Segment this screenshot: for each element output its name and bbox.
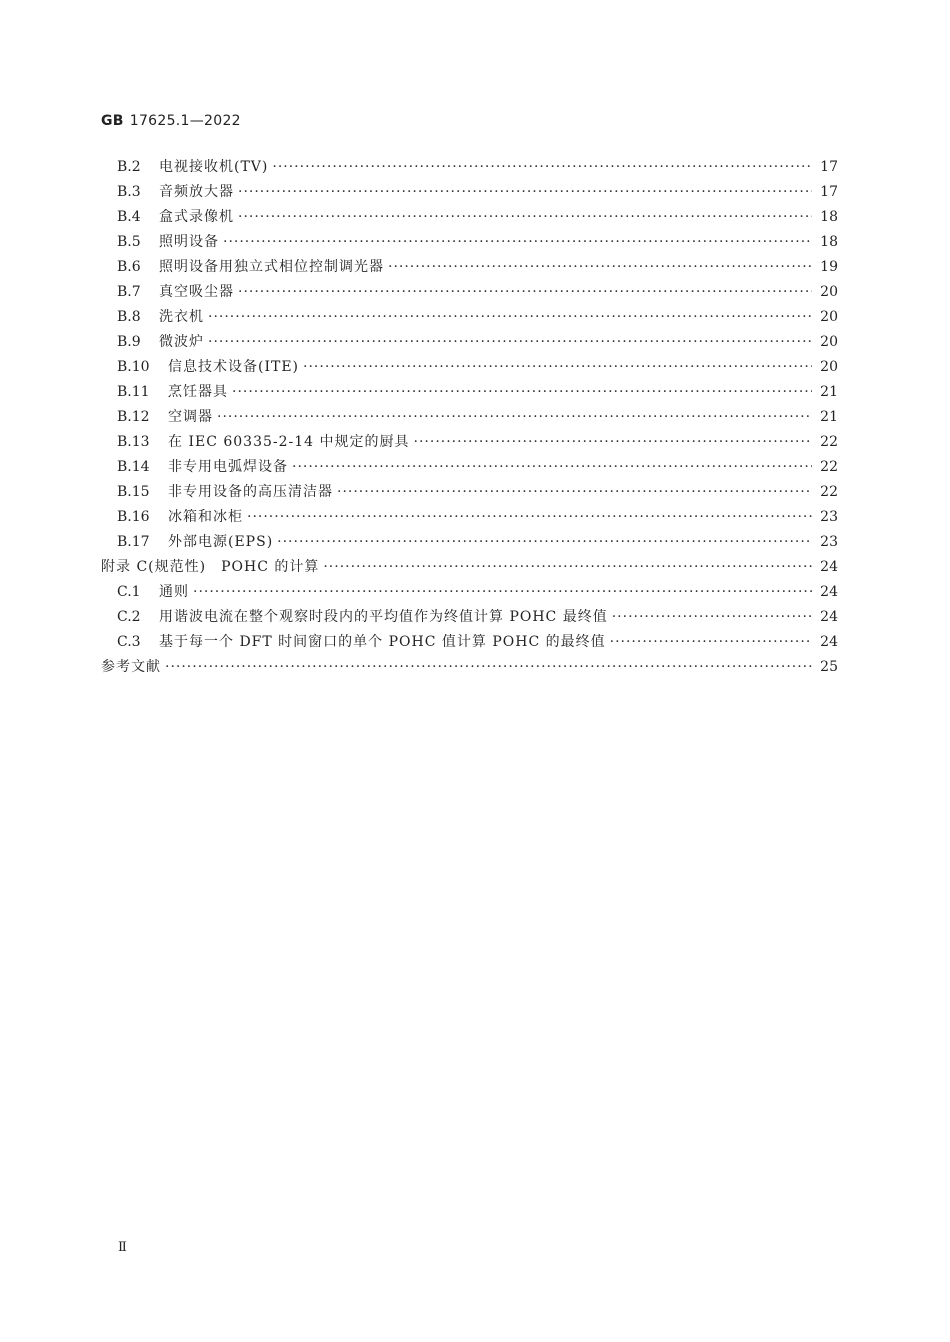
dot-leader: [388, 259, 812, 275]
toc-page: 21: [820, 384, 838, 400]
toc-title: 用谐波电流在整个观察时段内的平均值作为终值计算 POHC 最终值: [159, 609, 608, 625]
toc-number: B.10: [117, 359, 150, 375]
toc-entry-b15[interactable]: [101, 481, 838, 506]
toc-title: 盒式录像机: [159, 209, 234, 225]
toc-number: B.11: [117, 384, 150, 400]
toc-title: 外部电源(EPS): [168, 534, 274, 550]
toc-title: 附录 C(规范性) POHC 的计算: [101, 559, 320, 575]
toc-entry-c3[interactable]: [101, 631, 838, 656]
toc-title: 非专用电弧焊设备: [168, 459, 288, 475]
toc-page: 20: [820, 309, 838, 325]
standard-code: 17625.1—2022: [129, 113, 241, 129]
dot-leader: [238, 209, 812, 225]
toc-entry-b16[interactable]: [101, 506, 838, 531]
toc-entry-b14[interactable]: [101, 456, 838, 481]
toc-entry-b11[interactable]: [101, 381, 838, 406]
toc-number: B.13: [117, 434, 150, 450]
table-of-contents: [101, 156, 838, 681]
toc-title: 冰箱和冰柜: [168, 509, 243, 525]
dot-leader: [232, 384, 812, 400]
dot-leader: [292, 459, 812, 475]
toc-page: 24: [820, 634, 838, 650]
toc-title: 洗衣机: [159, 309, 204, 325]
dot-leader: [193, 584, 812, 600]
page-number: Ⅱ: [118, 1240, 127, 1255]
toc-entry-b12[interactable]: [101, 406, 838, 431]
dot-leader: [165, 659, 812, 675]
toc-entry-appendix-c[interactable]: [101, 556, 838, 581]
toc-title: 在 IEC 60335-2-14 中规定的厨具: [168, 434, 410, 450]
toc-page: 22: [820, 484, 838, 500]
standard-prefix: GB: [101, 113, 124, 129]
toc-page: 23: [820, 509, 838, 525]
toc-entry-b10[interactable]: [101, 356, 838, 381]
toc-entry-b4[interactable]: [101, 206, 838, 231]
toc-title: 空调器: [168, 409, 213, 425]
toc-title: 基于每一个 DFT 时间窗口的单个 POHC 值计算 POHC 的最终值: [159, 634, 606, 650]
toc-page: 20: [820, 284, 838, 300]
dot-leader: [414, 434, 812, 450]
toc-page: 25: [820, 659, 838, 675]
dot-leader: [238, 284, 812, 300]
toc-page: 17: [820, 184, 838, 200]
dot-leader: [303, 359, 812, 375]
toc-page: 24: [820, 584, 838, 600]
toc-title: 非专用设备的高压清洁器: [168, 484, 333, 500]
dot-leader: [208, 309, 812, 325]
toc-number: B.14: [117, 459, 150, 475]
dot-leader: [223, 234, 812, 250]
toc-number: B.9: [117, 334, 141, 350]
toc-number: B.8: [117, 309, 141, 325]
toc-number: B.5: [117, 234, 141, 250]
toc-title: 信息技术设备(ITE): [168, 359, 300, 375]
toc-entry-c1[interactable]: [101, 581, 838, 606]
toc-number: C.3: [117, 634, 141, 650]
dot-leader: [323, 559, 812, 575]
toc-title: 通则: [159, 584, 189, 600]
toc-title: 照明设备用独立式相位控制调光器: [159, 259, 384, 275]
toc-page: 24: [820, 559, 838, 575]
toc-entry-c2[interactable]: [101, 606, 838, 631]
toc-entry-b9[interactable]: [101, 331, 838, 356]
dot-leader: [277, 534, 812, 550]
toc-page: 18: [820, 209, 838, 225]
toc-page: 20: [820, 334, 838, 350]
toc-entry-b17[interactable]: [101, 531, 838, 556]
toc-title: 电视接收机(TV): [159, 159, 269, 175]
toc-entry-b13[interactable]: [101, 431, 838, 456]
toc-number: B.17: [117, 534, 150, 550]
toc-entry-b8[interactable]: [101, 306, 838, 331]
toc-number: B.15: [117, 484, 150, 500]
toc-number: B.2: [117, 159, 141, 175]
toc-number: B.6: [117, 259, 141, 275]
toc-number: B.3: [117, 184, 141, 200]
toc-title: 参考文献: [101, 659, 161, 675]
toc-number: C.2: [117, 609, 141, 625]
dot-leader: [612, 609, 812, 625]
toc-page: 24: [820, 609, 838, 625]
toc-entry-b5[interactable]: [101, 231, 838, 256]
dot-leader: [272, 159, 812, 175]
toc-number: B.16: [117, 509, 150, 525]
toc-entry-b6[interactable]: [101, 256, 838, 281]
toc-entry-b3[interactable]: [101, 181, 838, 206]
toc-page: 18: [820, 234, 838, 250]
dot-leader: [208, 334, 812, 350]
toc-page: 23: [820, 534, 838, 550]
toc-number: C.1: [117, 584, 141, 600]
toc-number: B.4: [117, 209, 141, 225]
dot-leader: [610, 634, 812, 650]
dot-leader: [337, 484, 812, 500]
document-header: [101, 113, 241, 129]
toc-title: 微波炉: [159, 334, 204, 350]
toc-entry-references[interactable]: [101, 656, 838, 681]
toc-entry-b2[interactable]: [101, 156, 838, 181]
toc-page: 17: [820, 159, 838, 175]
toc-title: 真空吸尘器: [159, 284, 234, 300]
toc-page: 21: [820, 409, 838, 425]
toc-page: 19: [820, 259, 838, 275]
toc-number: B.7: [117, 284, 141, 300]
dot-leader: [238, 184, 812, 200]
toc-page: 20: [820, 359, 838, 375]
toc-page: 22: [820, 459, 838, 475]
toc-page: 22: [820, 434, 838, 450]
toc-title: 烹饪器具: [168, 384, 228, 400]
toc-entry-b7[interactable]: [101, 281, 838, 306]
toc-title: 音频放大器: [159, 184, 234, 200]
dot-leader: [217, 409, 812, 425]
toc-number: B.12: [117, 409, 150, 425]
toc-title: 照明设备: [159, 234, 219, 250]
dot-leader: [247, 509, 812, 525]
